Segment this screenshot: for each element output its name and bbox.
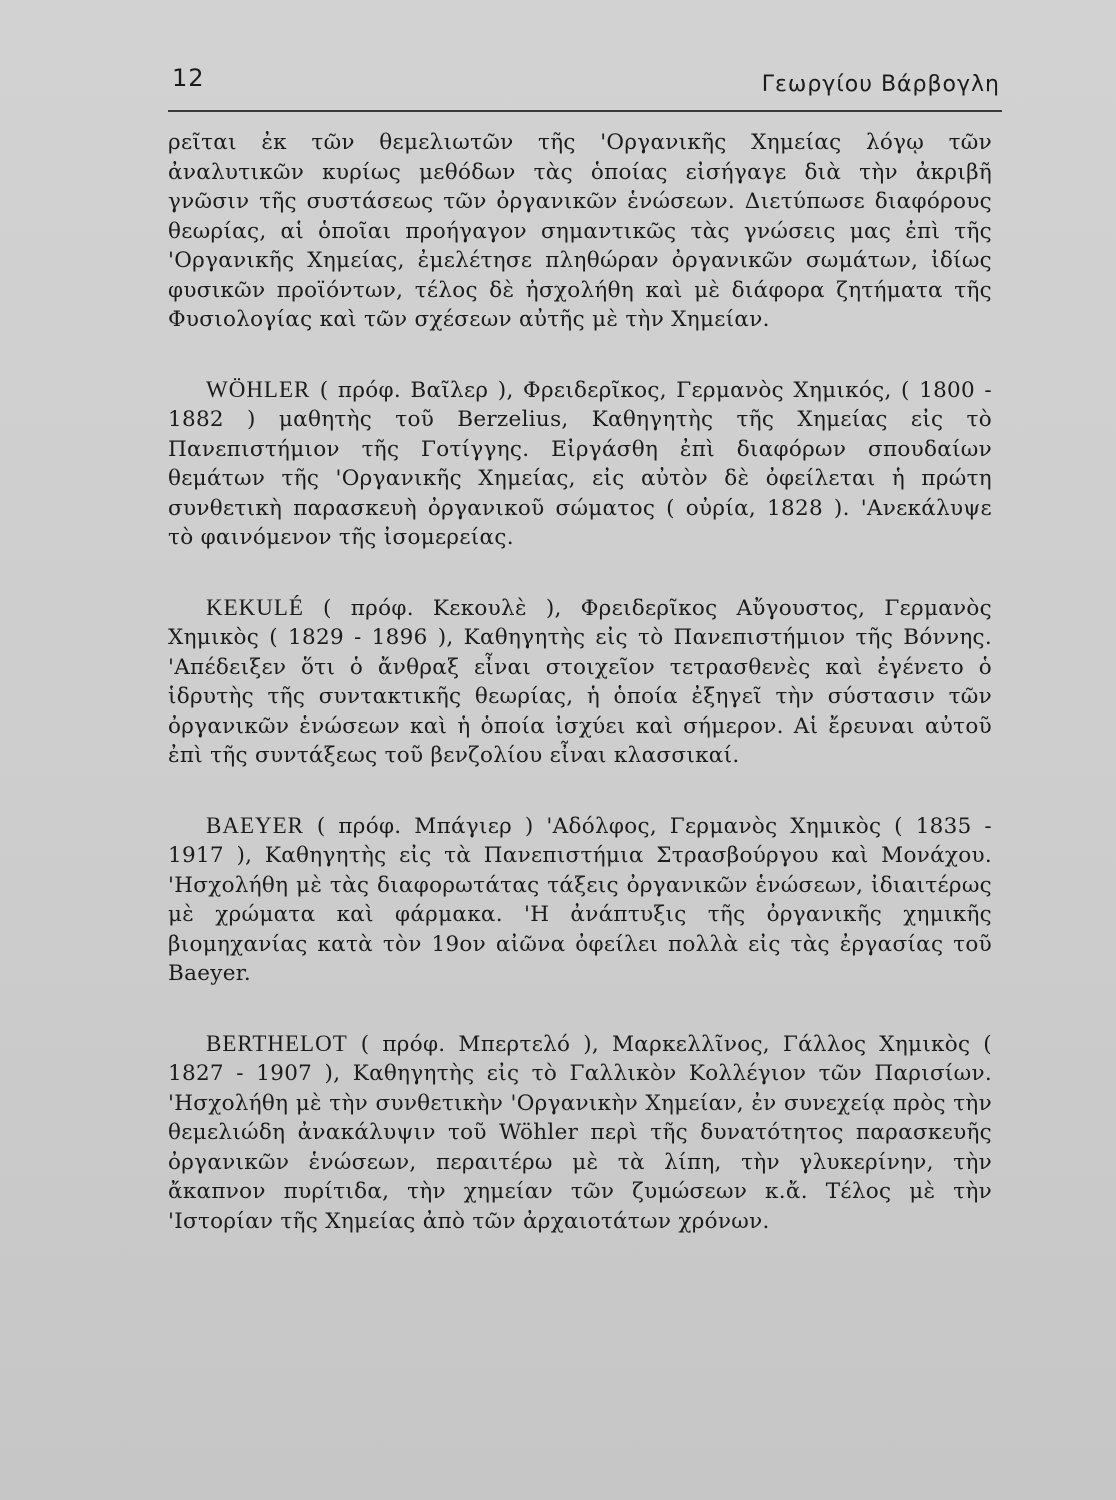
berthelot-text: ( πρόφ. Μπερτελό ), Μαρκελλῖνος, Γάλλος Χημικὸς ( 1827 - 1907 ), Καθηγητὴς εἰς τὸ Γαλλικὸν Κολλέγιον τῶν Παρισίων. 'Ησχολήθη μὲ τὴν συνθετικὴν 'Οργανικὴν Χημείαν, ἐν συνεχείᾳ πρὸς τὴν θεμελιώδη ἀνακάλυψιν τοῦ Wöhler περὶ τῆς δυνατότητος παρασκευῆς ὀργανικῶν ἑνώσεων, περαιτέρω μὲ τὰ λίπη, τὴν γλυκερίνην, τὴν ἄκαπνον πυρίτιδα, τὴν χημείαν τῶν ζυμώσεων κ.ἄ. Τέλος μὲ τὴν 'Ιστορίαν τῆς Χημείας ἀπὸ τῶν ἀρχαιοτάτων χρόνων. <box>168 1031 992 1234</box>
baeyer-text: ( πρόφ. Μπάγιερ ) 'Αδόλφος, Γερμανὸς Χημικὸς ( 1835 - 1917 ), Καθηγητὴς εἰς τὰ Πανεπιστήμια Στρασβούργου καὶ Μονάχου. 'Ησχολήθη μὲ τὰς διαφορωτάτας τάξεις ὀργανικῶν ἑνώσεων, ἰδιαιτέρως μὲ χρώματα καὶ φάρμακα. 'Η ἀνάπτυξις τῆς ὀργανικῆς χημικῆς βιομηχανίας κατὰ τὸν 19ον αἰῶνα ὀφείλει πολλὰ εἰς τὰς ἐργασίας τοῦ Baeyer. <box>168 813 992 986</box>
running-head: Γεωργίου Βάρβογλη <box>761 72 1000 97</box>
body-text <box>168 128 992 1276</box>
kekule-text: ( πρόφ. Κεκουλὲ ), Φρειδερῖκος Αὔγουστος, Γερμανὸς Χημικὸς ( 1829 - 1896 ), Καθηγητὴς εἰς τὸ Πανεπιστήμιον τῆς Βόννης. 'Απέδειξεν ὅτι ὁ ἄνθραξ εἶναι στοιχεῖον τετρασθενὲς καὶ ἐγένετο ὁ ἱδρυτὴς τῆς συντακτικῆς θεωρίας, ἡ ὁποία ἐξηγεῖ τὴν σύστασιν τῶν ὀργανικῶν ἑνώσεων καὶ ἡ ὁποία ἰσχύει καὶ σήμερον. Αἱ ἔρευναι αὐτοῦ ἐπὶ τῆς συντάξεως τοῦ βενζολίου εἶναι κλασσικαί. <box>168 595 992 768</box>
header-rule <box>168 110 1002 112</box>
kekule-entry <box>168 593 992 771</box>
continuation-paragraph: ρεῖται ἐκ τῶν θεμελιωτῶν τῆς 'Οργανικῆς Χημείας λόγῳ τῶν ἀναλυτικῶν κυρίως μεθόδων τὰς ὁποίας εἰσήγαγε διὰ τὴν ἀκριβῆ γνῶσιν τῆς συστάσεως τῶν ὀργανικῶν ἑνώσεων. Διετύπωσε διαφόρους θεωρίας, αἱ ὁποῖαι προήγαγον σημαντικῶς τὰς γνώσεις μας ἐπὶ τῆς 'Οργανικῆς Χημείας, ἐμελέτησε πληθώραν ὀργανικῶν σωμάτων, ἰδίως φυσικῶν προϊόντων, τέλος δὲ ἠσχολήθη καὶ μὲ διάφορα ζητήματα τῆς Φυσιολογίας καὶ τῶν σχέσεων αὐτῆς μὲ τὴν Χημείαν. <box>168 130 992 332</box>
berthelot-name: BERTHELOT <box>206 1030 348 1056</box>
wohler-text: ( πρόφ. Βαῖλερ ), Φρειδερῖκος, Γερμανὸς Χημικός, ( 1800 - 1882 ) μαθητὴς τοῦ Berzelius, Καθηγητὴς τῆς Χημείας εἰς τὸ Πανεπιστήμιον τῆς Γοτίγγης. Εἰργάσθη ἐπὶ διαφόρων σπουδαίων θεμάτων τῆς 'Οργανικῆς Χημείας, εἰς αὐτὸν δὲ ὀφείλεται ἡ πρώτη συνθετικὴ παρασκευὴ ὀργανικοῦ σώματος ( οὐρία, 1828 ). 'Ανεκάλυψε τὸ φαινόμενον τῆς ἰσομερείας. <box>168 377 992 550</box>
baeyer-name: BAEYER <box>206 812 304 838</box>
baeyer-entry <box>168 811 992 989</box>
wohler-name: WÖHLER <box>206 376 311 402</box>
wohler-entry <box>168 375 992 553</box>
kekule-name: KEKULÉ <box>206 594 304 620</box>
page-number: 12 <box>172 64 205 92</box>
berthelot-entry <box>168 1029 992 1237</box>
